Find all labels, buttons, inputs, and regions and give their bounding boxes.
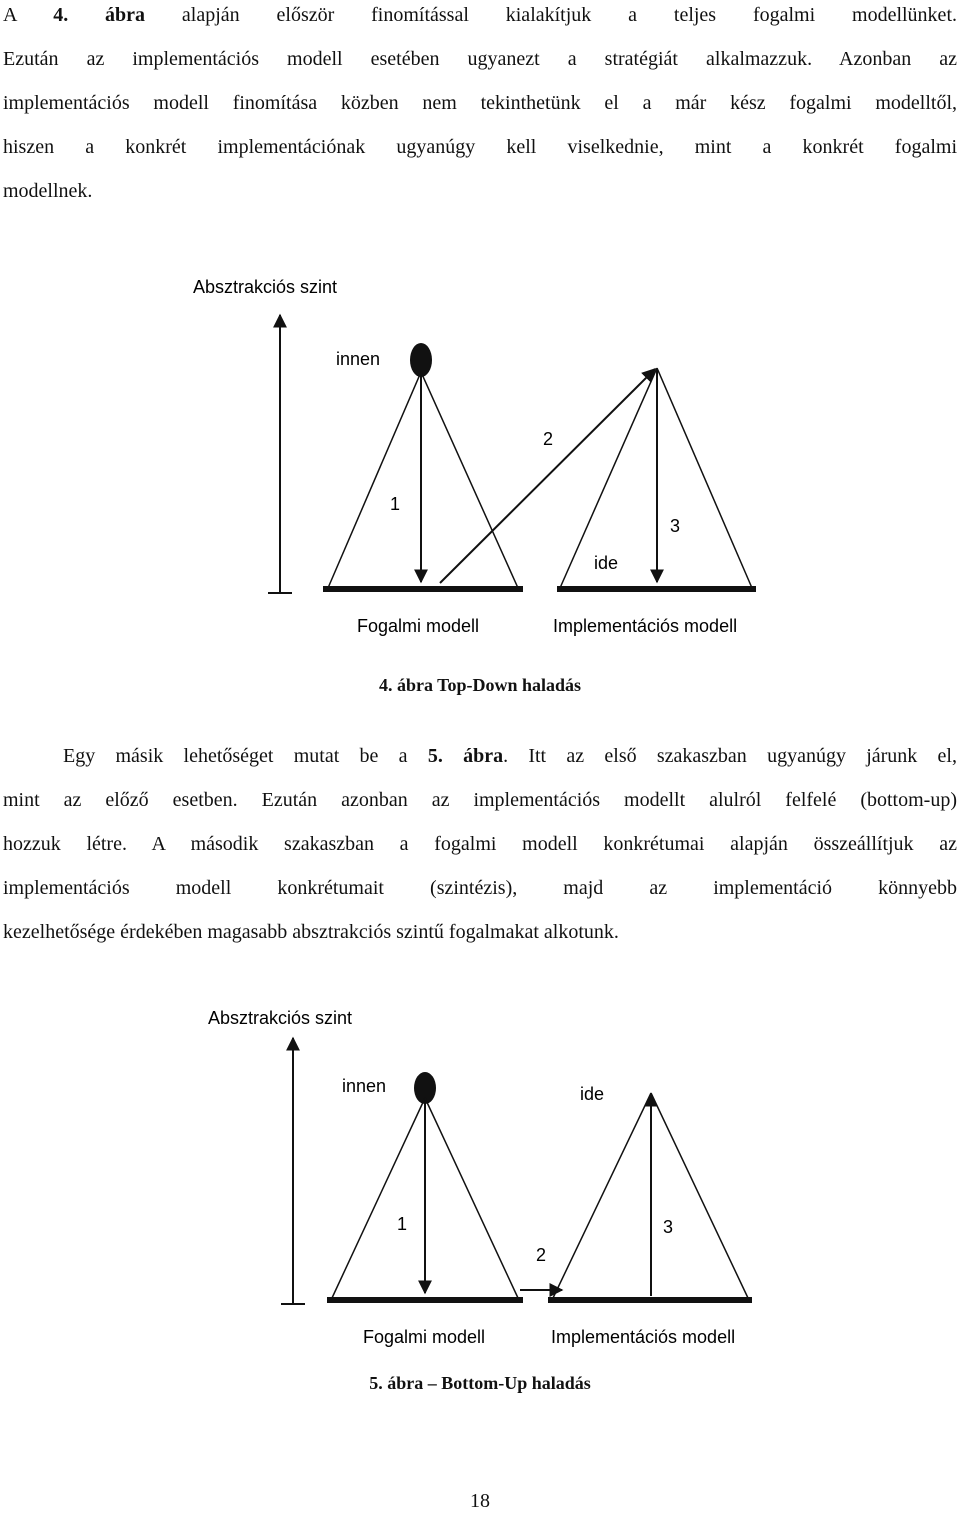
svg-text:3: 3 (663, 1217, 674, 1237)
svg-text:innen: innen (336, 349, 381, 369)
paragraph-2 (3, 734, 957, 954)
text-line: Ezután az implementációs modell esetében ugyanezt a stratégiát alkalmazzuk. Azonban az (3, 48, 957, 70)
implementacios-modell-base (557, 586, 756, 592)
svg-text:Fogalmi modell: Fogalmi modell (363, 1327, 486, 1347)
text-line: kezelhetősége érdekében magasabb absztrakciós szintű fogalmakat alkotunk. (3, 921, 619, 943)
text-line: implementációs modell finomítása közben nem tekinthetünk el a már kész fogalmi modelltől, (3, 92, 957, 114)
text-line: hozzuk létre. A második szakaszban a fogalmi modell konkrétumai alapján összeállítjuk az (3, 833, 957, 855)
text-line: A 4. ábra alapján először finomítással kialakítjuk a teljes fogalmi modellünket. (3, 4, 957, 26)
svg-text:ide: ide (580, 1084, 605, 1104)
figure-5-caption: 5. ábra – Bottom-Up haladás (369, 1373, 591, 1393)
left-model-label: Fogalmi modell (357, 616, 480, 636)
start-point-marker (410, 343, 432, 377)
svg-text:2: 2 (543, 429, 554, 449)
fogalmi-modell-base (323, 586, 523, 592)
svg-text:Absztrakciós szint: Absztrakciós szint (208, 1008, 353, 1028)
step-2-arrow (440, 369, 655, 583)
figure-4-caption: 4. ábra Top-Down haladás (378, 675, 582, 695)
text-line: hiszen a konkrét implementációnak ugyanúgy kell viselkednie, mint a konkrét fogalmi (3, 136, 957, 158)
svg-text:ide: ide (594, 553, 619, 573)
figure-4-top-down-diagram (0, 0, 960, 660)
page-number: 18 (470, 1490, 490, 1512)
text-line: implementációs modell konkrétumait (szintézis), majd az implementáció könnyebb (3, 877, 957, 899)
svg-text:1: 1 (397, 1214, 408, 1234)
text-line: Egy másik lehetőséget mutat be a 5. ábra. Itt az első szakaszban ugyanúgy járunk el, (3, 745, 957, 767)
svg-text:Implementációs modell: Implementációs modell (551, 1327, 736, 1347)
text-line: mint az előző esetben. Ezután azonban az implementációs modellt alulról felfelé (bottom-up) (3, 789, 957, 811)
axis-label: Absztrakciós szint (193, 277, 338, 297)
svg-text:innen: innen (342, 1076, 387, 1096)
figure-5-bottom-up-diagram (0, 990, 960, 1390)
svg-text:3: 3 (670, 516, 681, 536)
svg-text:1: 1 (390, 494, 401, 514)
svg-text:2: 2 (536, 1245, 547, 1265)
text-line: modellnek. (3, 180, 93, 202)
right-model-label: Implementációs modell (553, 616, 738, 636)
